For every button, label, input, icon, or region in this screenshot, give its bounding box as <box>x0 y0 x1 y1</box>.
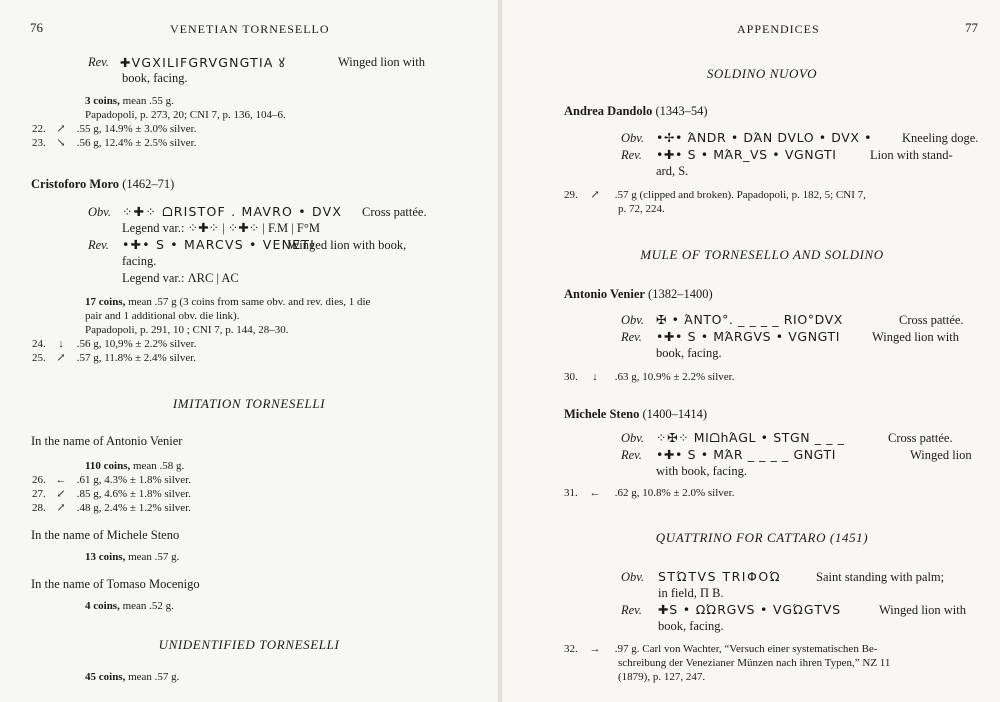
obv-description: Cross pattée. <box>888 431 953 445</box>
rev-description-cont: ard, S. <box>656 164 689 178</box>
orientation-arrow-icon: → <box>589 643 601 655</box>
rev-legend: •✚• S • MΆR _ _ _ _ GNGTI <box>656 447 837 462</box>
coin-summary: 13 coins, mean .57 g. <box>85 551 180 563</box>
obv-legend: SΤΏΤVS ΤRIΦOΏ <box>658 569 782 584</box>
obv-label: Obv. <box>621 570 645 584</box>
ruler-heading: Cristoforo Moro (1462–71) <box>31 177 175 191</box>
catalog-item: 27. ↙ .85 g, 4.6% ± 1.8% silver. <box>32 488 191 500</box>
catalog-item: 26. ← .61 g, 4.3% ± 1.8% silver. <box>32 474 191 486</box>
rev-legend: •✚• S • MARCVS • VENETI <box>122 237 315 252</box>
orientation-arrow-icon: ↗ <box>56 352 66 364</box>
catalog-item: 28. ↗ .48 g, 2.4% ± 1.2% silver. <box>32 502 191 514</box>
orientation-arrow-icon: ↓ <box>592 371 598 383</box>
rev-description-cont: book, facing. <box>122 71 188 85</box>
attribution-line: In the name of Michele Steno <box>31 528 180 542</box>
coin-summary: 3 coins, mean .55 g. <box>85 95 174 107</box>
catalog-item: 23. ↘ .56 g, 12.4% ± 2.5% silver. <box>32 137 197 149</box>
orientation-arrow-icon: ↗ <box>56 123 66 135</box>
obv-description-cont: in field, Π B. <box>658 586 724 600</box>
rev-label: Rev. <box>621 448 642 462</box>
reference: Papadopoli, p. 291, 10 ; CNI 7, p. 144, 28–30. <box>85 324 289 336</box>
rev-legend: ✚VGXILIFGRVGNGTIA ꙋ <box>120 55 286 70</box>
ruler-heading: Andrea Dandolo (1343–54) <box>564 104 708 118</box>
obv-description: Cross pattée. <box>899 313 964 327</box>
ruler-heading: Antonio Venier (1382–1400) <box>564 287 713 301</box>
coin-summary: 45 coins, mean .57 g. <box>85 671 180 683</box>
catalog-item-cont: (1879), p. 127, 247. <box>618 671 706 683</box>
coin-summary: 110 coins, mean .58 g. <box>85 460 185 472</box>
catalog-item-cont: p. 72, 224. <box>618 203 665 215</box>
ruler-heading: Michele Steno (1400–1414) <box>564 407 708 421</box>
page-number: 77 <box>965 20 978 35</box>
obv-description: Kneeling doge. <box>902 131 979 145</box>
rev-description: Winged lion with book, <box>288 238 407 252</box>
catalog-item: 25. ↗ .57 g, 11.8% ± 2.4% silver. <box>32 352 197 364</box>
attribution-line: In the name of Antonio Venier <box>31 434 183 448</box>
section-heading: IMITATION TORNESELLI <box>172 396 326 411</box>
rev-description-cont: book, facing. <box>658 619 724 633</box>
running-head: APPENDICES <box>737 22 820 36</box>
rev-description: Winged lion <box>910 448 972 462</box>
rev-description-cont: book, facing. <box>656 346 722 360</box>
orientation-arrow-icon: ← <box>589 487 601 499</box>
coin-summary-cont: pair and 1 additional obv. die link). <box>85 310 240 322</box>
obv-legend: ✠ • ΆNTO°. _ _ _ _ RIO°DVX <box>656 312 843 327</box>
catalog-item: 32. → .97 g. Carl von Wachter, “Versuch einer systematischen Be- <box>564 643 878 655</box>
coin-summary: 17 coins, mean .57 g (3 coins from same obv. and rev. dies, 1 die <box>85 296 371 308</box>
rev-legend: •✚• S • MΆR_VS • VGNGTI <box>656 147 837 162</box>
obv-label: Obv. <box>88 205 112 219</box>
orientation-arrow-icon: ↘ <box>56 137 66 149</box>
reference: Papadopoli, p. 273, 20; CNI 7, p. 136, 104–6. <box>85 109 286 121</box>
obv-label: Obv. <box>621 431 645 445</box>
rev-label: Rev. <box>621 330 642 344</box>
orientation-arrow-icon: ↗ <box>590 189 600 201</box>
rev-description-cont: with book, facing. <box>656 464 747 478</box>
rev-description-cont: facing. <box>122 254 157 268</box>
right-page <box>502 0 1000 702</box>
catalog-item-cont: schreibung der Venezianer Münzen nach ihren Typen,” NZ 11 <box>618 657 891 669</box>
rev-label: Rev. <box>621 148 642 162</box>
left-page <box>0 0 498 702</box>
rev-label: Rev. <box>88 238 109 252</box>
obv-label: Obv. <box>621 313 645 327</box>
orientation-arrow-icon: ↙ <box>56 488 66 500</box>
rev-description: Winged lion with <box>879 603 966 617</box>
rev-description: Lion with stand- <box>870 148 953 162</box>
rev-label: Rev. <box>621 603 642 617</box>
attribution-line: In the name of Tomaso Mocenigo <box>31 577 200 591</box>
section-heading: UNIDENTIFIED TORNESELLI <box>158 637 340 652</box>
running-head: VENETIAN TORNESELLO <box>170 22 330 36</box>
obv-legend: ⁘✚⁘ ᗝRISTOF . MAVRO • DVX <box>122 204 343 219</box>
orientation-arrow-icon: ↗ <box>56 502 66 514</box>
section-heading: QUATTRINO FOR CATTARO (1451) <box>655 530 869 545</box>
obv-label: Obv. <box>621 131 645 145</box>
catalog-item: 29. ↗ .57 g (clipped and broken). Papadopoli, p. 182, 5; CNI 7, <box>564 189 866 201</box>
obv-description: Saint standing with palm; <box>816 570 945 584</box>
section-heading: MULE OF TORNESELLO AND SOLDINO <box>640 247 884 262</box>
legend-variant: Legend var.: ΛRC | AC <box>122 271 239 285</box>
obv-description: Cross pattée. <box>362 205 427 219</box>
rev-legend: ✚S • ΩΏRGVS • VGΏGΤVS <box>658 602 841 617</box>
page-number: 76 <box>30 20 43 35</box>
orientation-arrow-icon: ↓ <box>58 338 64 350</box>
obv-legend: ⁘✠⁘ MIᗝhΆGL • STGN _ _ _ <box>656 430 845 445</box>
rev-description: Winged lion with <box>872 330 959 344</box>
catalog-item: 24. ↓ .56 g, 10,9% ± 2.2% silver. <box>32 338 197 350</box>
catalog-item: 30. ↓ .63 g, 10.9% ± 2.2% silver. <box>564 371 735 383</box>
catalog-item: 31. ← .62 g, 10.8% ± 2.0% silver. <box>564 487 735 499</box>
obv-legend: •✢• ΆNDR • DΆN DVLO • DVX • <box>656 130 873 145</box>
rev-label: Rev. <box>88 55 109 69</box>
catalog-item: 22. ↗ .55 g, 14.9% ± 3.0% silver. <box>32 123 197 135</box>
section-heading: SOLDINO NUOVO <box>706 66 818 81</box>
rev-description: Winged lion with <box>338 55 425 69</box>
coin-summary: 4 coins, mean .52 g. <box>85 600 174 612</box>
legend-variant: Legend var.: ⁘✚⁘ | ⁘✚⁘ | F.M | F°M <box>122 221 320 235</box>
orientation-arrow-icon: ← <box>55 474 67 486</box>
rev-legend: •✚• S • MΆRGVS • VGNGTI <box>656 329 841 344</box>
